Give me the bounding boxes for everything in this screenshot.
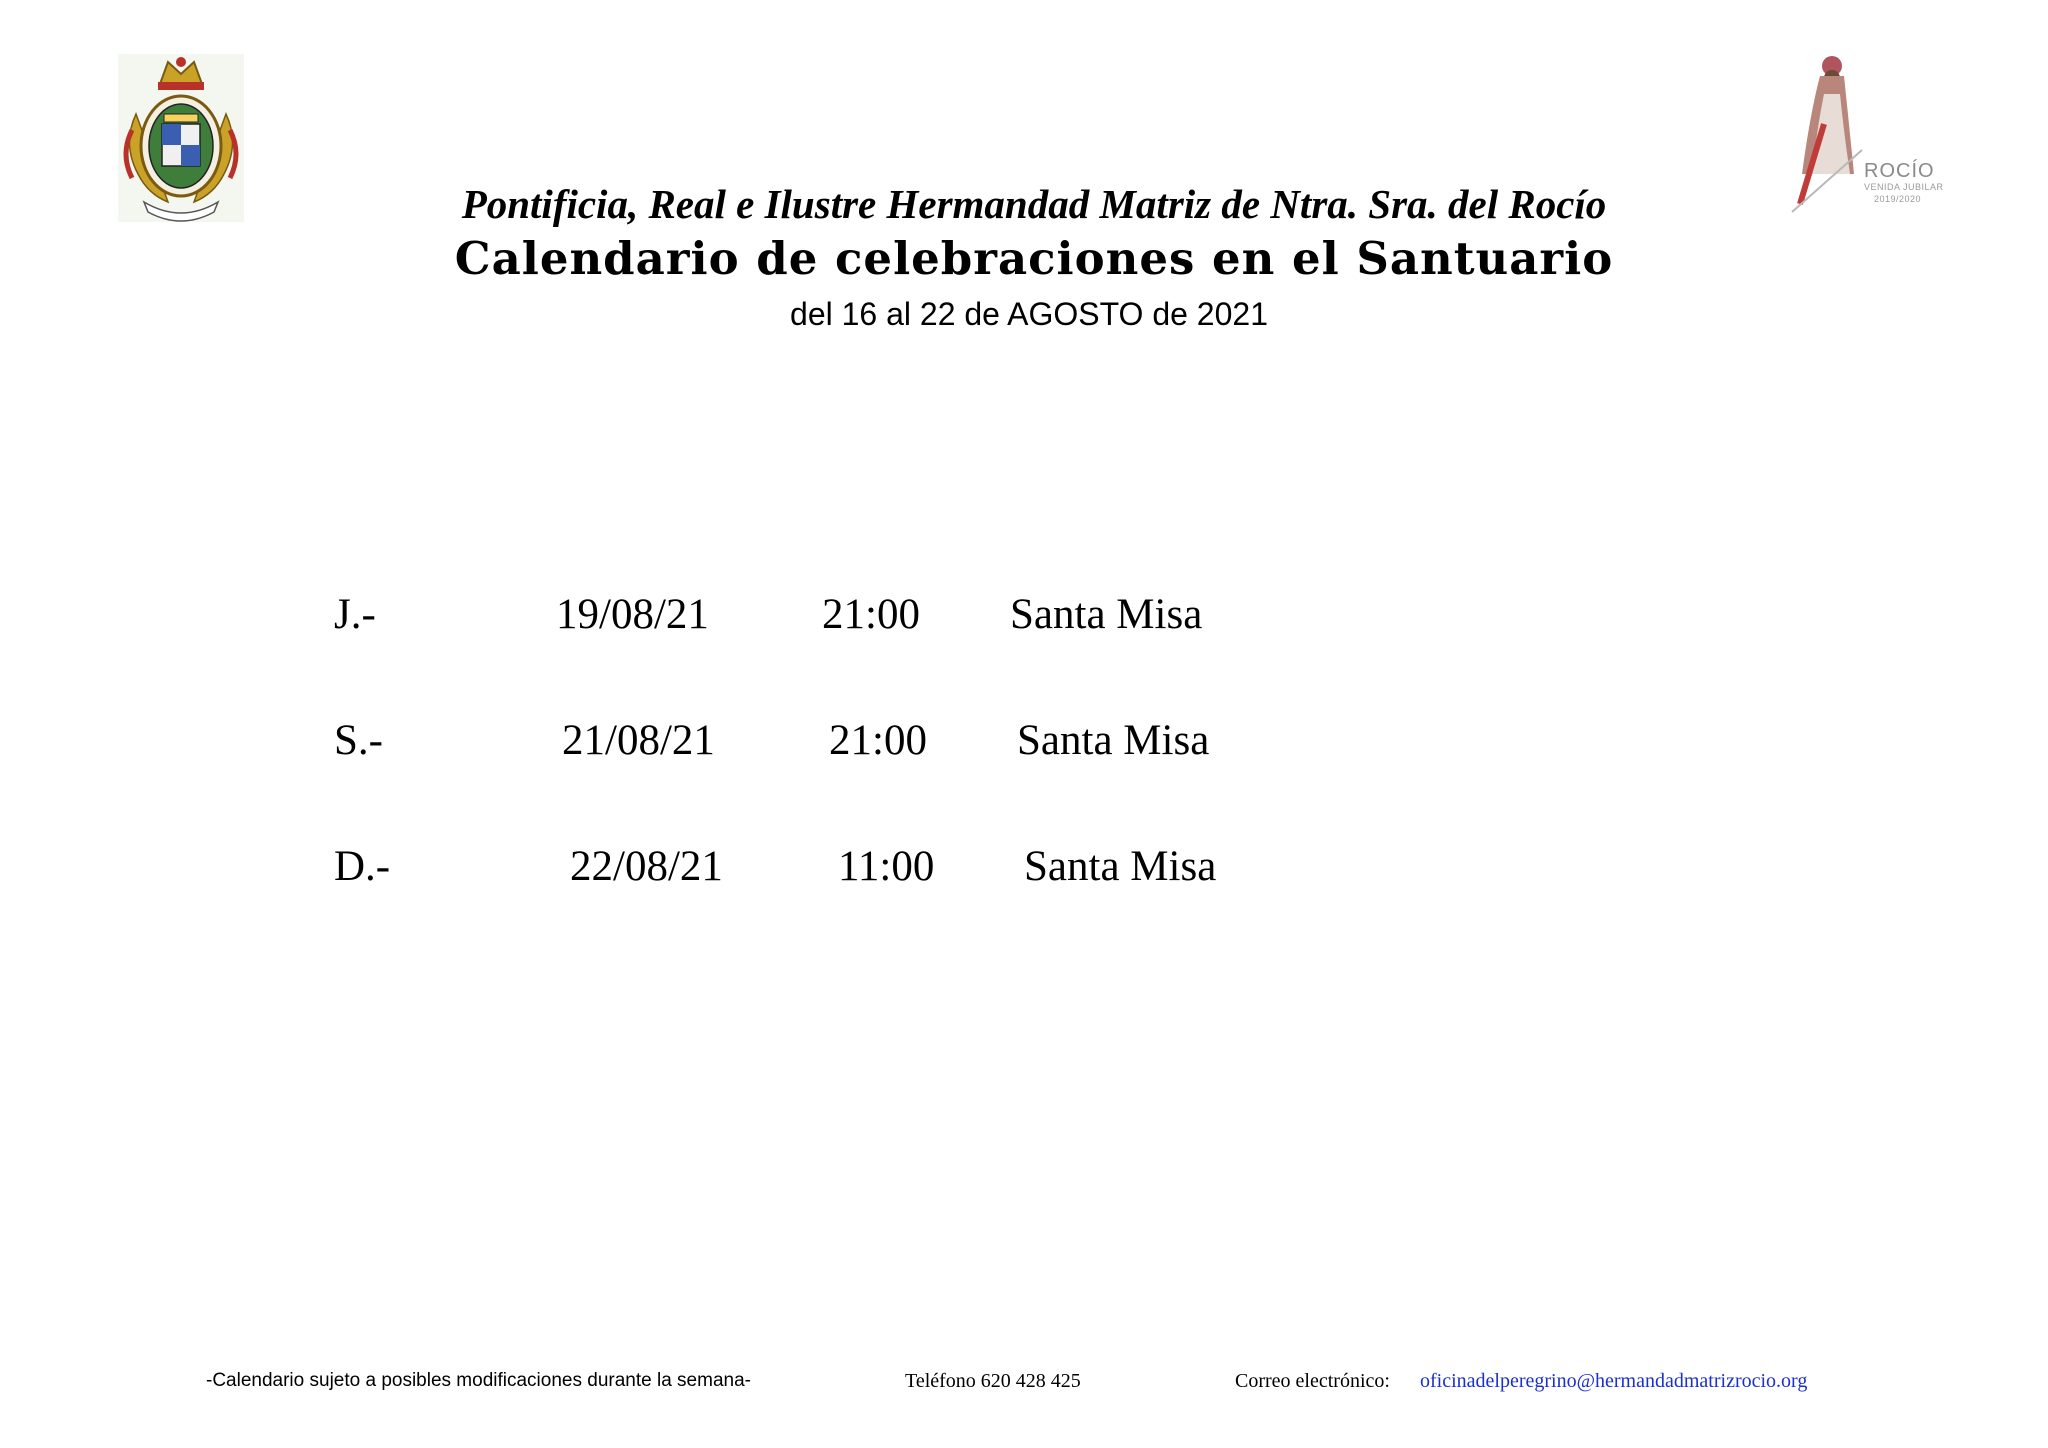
footer-email-label: Correo electrónico: [1235,1370,1390,1392]
schedule-row [0,590,2048,650]
footer-note: -Calendario sujeto a posibles modificaciones durante la semana- [206,1370,751,1391]
organization-title: Pontificia, Real e Ilustre Hermandad Matriz de Ntra. Sra. del Rocío [461,181,1607,227]
footer-email-link[interactable]: oficinadelperegrino@hermandadmatrizrocio.org [1420,1370,1808,1392]
footer-phone: Teléfono 620 428 425 [905,1370,1081,1392]
schedule-time: 21:00 [822,591,920,638]
logo-subtitle: VENIDA JUBILAR [1864,182,1944,192]
schedule-day: S.- [334,717,383,764]
schedule-time: 21:00 [829,717,927,764]
document-title: Calendario de celebraciones en el Santuario [454,232,1614,285]
schedule-date: 22/08/21 [570,843,723,890]
schedule-date: 19/08/21 [556,591,709,638]
schedule-date: 21/08/21 [562,717,715,764]
schedule-event: Santa Misa [1010,591,1203,638]
schedule-day: J.- [334,591,376,638]
schedule-event: Santa Misa [1024,843,1217,890]
schedule-row [0,842,2048,902]
schedule-time: 11:00 [838,843,935,890]
date-range: del 16 al 22 de AGOSTO de 2021 [790,296,1268,332]
schedule-row [0,716,2048,776]
logo-wordmark: ROCÍO [1864,160,1935,182]
schedule-day: D.- [334,843,391,890]
schedule-event: Santa Misa [1017,717,1210,764]
logo-years: 2019/2020 [1874,194,1922,204]
